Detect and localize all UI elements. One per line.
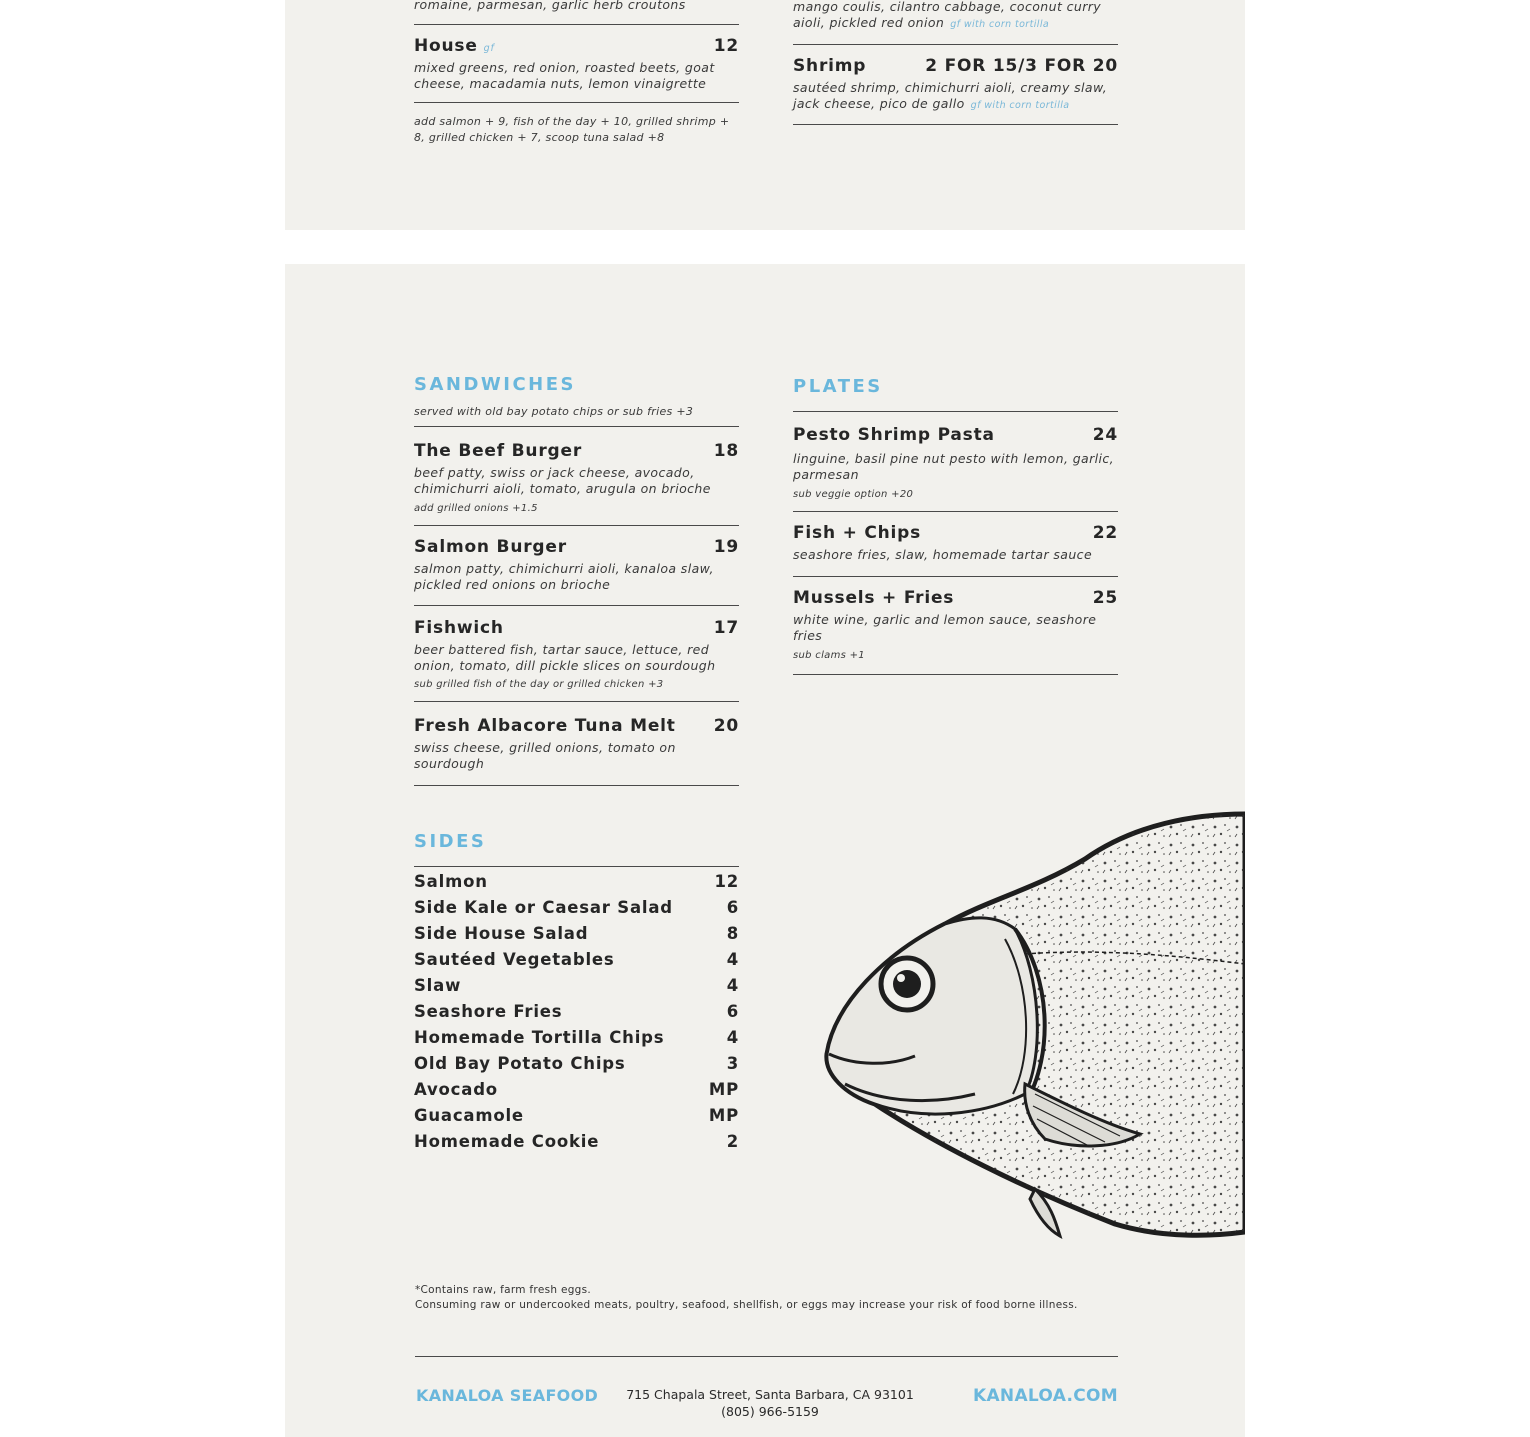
section-title: SANDWICHES	[414, 374, 576, 395]
side-name: Homemade Tortilla Chips	[414, 1028, 665, 1047]
item-price: 24	[1092, 425, 1118, 445]
side-price: 12	[714, 872, 739, 891]
side-item	[414, 1025, 739, 1051]
item-name: House	[414, 36, 478, 56]
sides-list	[414, 869, 739, 1155]
item-name: Fresh Albacore Tuna Melt	[414, 716, 676, 736]
side-price: 8	[726, 924, 739, 943]
divider	[793, 674, 1118, 675]
menu-item-beef-burger	[414, 427, 739, 514]
footer-divider	[415, 1356, 1118, 1357]
item-desc: seashore fries, slaw, homemade tartar sauce	[793, 547, 1093, 562]
item-desc: mixed greens, red onion, roasted beets, goat cheese, macadamia nuts, lemon vinaigrette	[414, 60, 715, 91]
item-price: 20	[713, 716, 739, 736]
side-price: 6	[726, 898, 739, 917]
side-item	[414, 1051, 739, 1077]
divider	[414, 102, 739, 103]
item-price: 25	[1092, 588, 1118, 608]
side-name: Side Kale or Caesar Salad	[414, 898, 673, 917]
disclaimer-eggs: *Contains raw, farm fresh eggs.	[415, 1284, 592, 1296]
taco-desc	[793, 0, 1118, 33]
divider	[793, 124, 1118, 125]
gf-tag: gf with corn tortilla	[950, 19, 1050, 30]
item-desc: linguine, basil pine nut pesto with lemon, garlic, parmesan	[793, 451, 1115, 482]
menu-item-fish-chips	[793, 512, 1118, 563]
section-title: SIDES	[414, 831, 487, 852]
side-item	[414, 921, 739, 947]
gf-tag: gf	[483, 43, 495, 54]
item-name: Mussels + Fries	[793, 588, 955, 608]
item-desc: white wine, garlic and lemon sauce, seashore fries	[793, 612, 1097, 643]
side-price: 4	[726, 976, 739, 995]
fish-illustration-icon	[815, 804, 1245, 1244]
divider	[793, 44, 1118, 45]
taco-desc-text: mango coulis, cilantro cabbage, coconut curry aioli, pickled red onion	[793, 0, 1102, 30]
item-desc: beef patty, swiss or jack cheese, avocado, chimichurri aioli, tomato, arugula on brioche	[414, 465, 711, 496]
item-price: 19	[713, 537, 739, 557]
item-note: sub clams +1	[793, 650, 865, 661]
side-item	[414, 999, 739, 1025]
item-price: 17	[713, 618, 739, 638]
side-item	[414, 869, 739, 895]
menu-item-salmon-burger	[414, 526, 739, 593]
side-price: 3	[726, 1054, 739, 1073]
side-price: 4	[726, 1028, 739, 1047]
item-name: Fishwich	[414, 618, 504, 638]
section-subtitle: served with old bay potato chips or sub fries +3	[414, 405, 694, 418]
menu-page-top	[285, 0, 1245, 230]
side-price: 6	[726, 1002, 739, 1021]
menu-item-pesto-shrimp-pasta	[793, 412, 1118, 500]
sides-section	[414, 831, 739, 1155]
side-name: Seashore Fries	[414, 1002, 563, 1021]
menu-item-fishwich	[414, 606, 739, 690]
plates-section	[793, 376, 1118, 675]
sandwiches-section	[414, 374, 739, 786]
caesar-desc: romaine, parmesan, garlic herb croutons	[414, 0, 686, 12]
menu-item-tuna-melt	[414, 702, 739, 772]
item-price: 22	[1092, 523, 1118, 543]
footer-phone[interactable]: (805) 966-5159	[721, 1404, 819, 1419]
side-item	[414, 1077, 739, 1103]
side-price: MP	[708, 1106, 739, 1125]
divider	[414, 24, 739, 25]
side-name: Salmon	[414, 872, 488, 891]
item-price: 2 FOR 15/3 FOR 20	[925, 56, 1118, 76]
section-title: PLATES	[793, 376, 883, 397]
item-name: The Beef Burger	[414, 441, 583, 461]
divider	[414, 785, 739, 786]
side-item	[414, 973, 739, 999]
item-name: Fish + Chips	[793, 523, 922, 543]
menu-item-house	[414, 36, 739, 92]
item-note: sub grilled fish of the day or grilled chicken +3	[414, 679, 664, 690]
disclaimer	[415, 1283, 1115, 1313]
menu-item-mussels-fries	[793, 577, 1118, 661]
item-price: 12	[713, 36, 739, 56]
side-price: MP	[708, 1080, 739, 1099]
divider	[414, 866, 739, 867]
side-name: Slaw	[414, 976, 462, 995]
item-note: sub veggie option +20	[793, 489, 914, 500]
menu-item-shrimp	[793, 56, 1118, 114]
disclaimer-raw: Consuming raw or undercooked meats, poultry, seafood, shellfish, or eggs may increase your risk of food borne illness.	[415, 1299, 1078, 1311]
side-name: Avocado	[414, 1080, 498, 1099]
salad-addons: add salmon + 9, fish of the day + 10, grilled shrimp + 8, grilled chicken + 7, scoop tuna salad +8	[414, 115, 730, 144]
item-desc-text: sautéed shrimp, chimichurri aioli, creamy slaw, jack cheese, pico de gallo	[793, 80, 1108, 111]
footer-address-block	[610, 1386, 930, 1420]
item-desc	[793, 80, 1108, 114]
item-note: add grilled onions +1.5	[414, 503, 538, 514]
item-name: Shrimp	[793, 56, 867, 76]
side-name: Old Bay Potato Chips	[414, 1054, 626, 1073]
footer-address: 715 Chapala Street, Santa Barbara, CA 93101	[626, 1387, 914, 1402]
side-item	[414, 895, 739, 921]
gf-tag: gf with corn tortilla	[970, 100, 1070, 111]
footer-brand: KANALOA SEAFOOD	[416, 1386, 599, 1405]
side-item	[414, 947, 739, 973]
side-name: Guacamole	[414, 1106, 524, 1125]
side-name: Sautéed Vegetables	[414, 950, 615, 969]
item-name: Pesto Shrimp Pasta	[793, 425, 995, 445]
footer-website-link[interactable]: KANALOA.COM	[972, 1386, 1118, 1406]
item-desc: salmon patty, chimichurri aioli, kanaloa slaw, pickled red onions on brioche	[414, 561, 714, 592]
item-name: Salmon Burger	[414, 537, 567, 557]
side-item	[414, 1103, 739, 1129]
item-desc: beer battered fish, tartar sauce, lettuce, red onion, tomato, dill pickle slices on sourdough	[414, 642, 716, 673]
side-name: Homemade Cookie	[414, 1132, 600, 1151]
item-price: 18	[713, 441, 739, 461]
item-desc: swiss cheese, grilled onions, tomato on sourdough	[414, 740, 676, 771]
side-price: 2	[726, 1132, 739, 1151]
side-price: 4	[726, 950, 739, 969]
side-name: Side House Salad	[414, 924, 589, 943]
side-item	[414, 1129, 739, 1155]
menu-page-bottom	[285, 264, 1245, 1437]
